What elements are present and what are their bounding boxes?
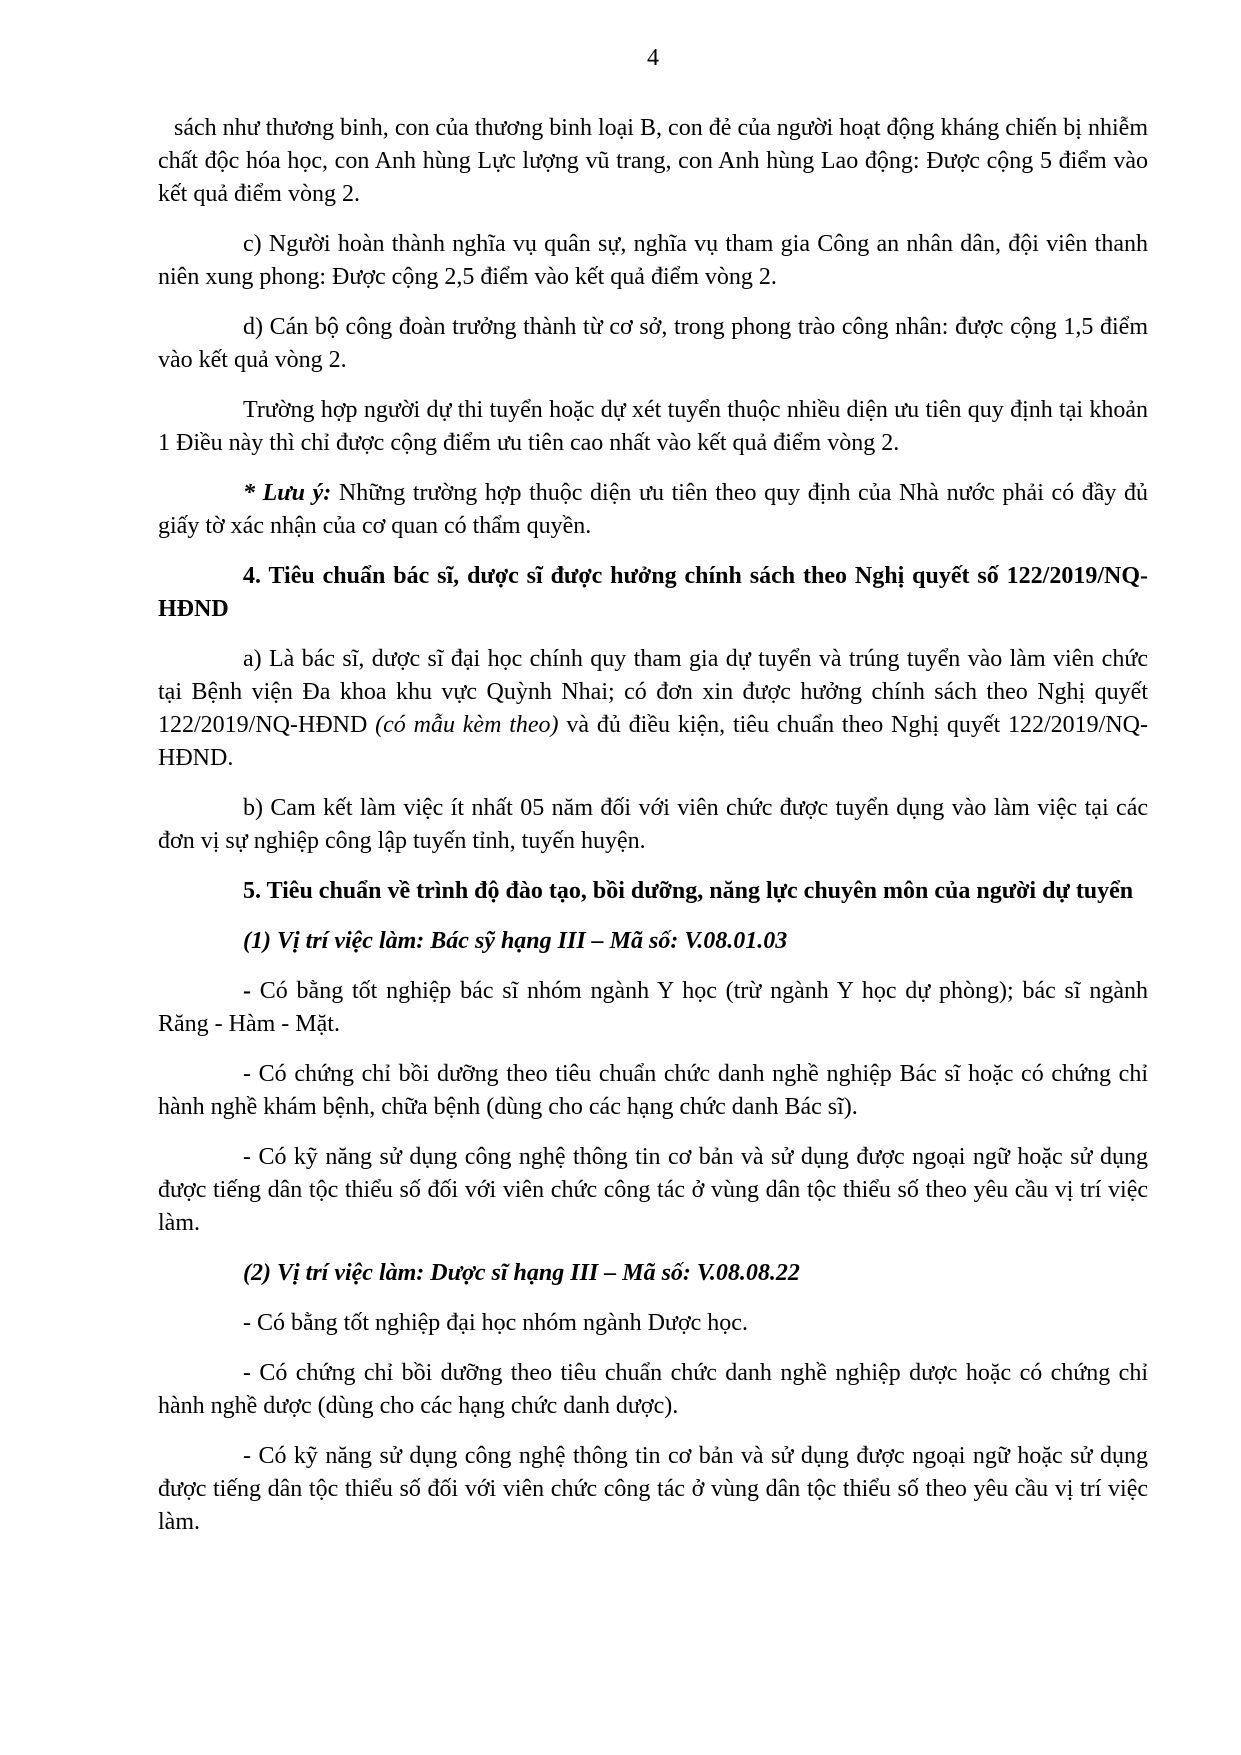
document-body — [158, 112, 1148, 1539]
page-number: 4 — [647, 45, 659, 71]
text-segment: sách như thương binh, con của thương binh loại B, con đẻ của người hoạt động kháng chiến bị nhiễm chất độc hóa học, con Anh hùng Lực lượng vũ trang, con Anh hùng Lao động: Được cộng 5 điểm vào kết quả điểm vòng 2. — [158, 115, 1148, 207]
requirement-pharmacist-degree — [158, 1307, 1148, 1340]
text-segment: - — [243, 978, 260, 1004]
text-segment: - Có kỹ năng sử dụng công nghệ thông tin cơ bản và sử dụng được ngoại ngữ hoặc sử dụng được tiếng dân tộc thiểu số đối với viên chức công tác ở vùng dân tộc thiểu số theo yêu cầu vị trí việc làm. — [158, 1443, 1148, 1535]
paragraph-note — [158, 477, 1148, 543]
text-segment: b) Cam kết làm việc ít nhất 05 năm đối với viên chức được tuyển dụng vào làm việc tại các đơn vị sự nghiệp công lập tuyến tỉnh, tuyến huyện. — [158, 795, 1148, 854]
subheading-position-1 — [158, 925, 1148, 958]
requirement-doctor-it-language — [158, 1141, 1148, 1240]
subheading-position-2 — [158, 1257, 1148, 1290]
paragraph-priority-policy-continuation — [158, 112, 1148, 211]
heading-section-5 — [158, 875, 1148, 908]
text-segment: - Có bằng tốt nghiệp đại học nhóm ngành Dược học. — [243, 1310, 748, 1336]
text-segment: a) Là bác sĩ, dược sĩ đại học chính quy tham gia dự tuyển và trúng tuyển vào làm viên chức tại Bệnh viện Đa khoa khu vực Quỳnh Nhai; có đơn xin được hưởng chính sách theo Nghị quyết 122/2019/NQ-HĐND — [158, 646, 1148, 738]
requirement-pharmacist-it-language — [158, 1440, 1148, 1539]
text-segment: d) Cán bộ công đoàn trưởng thành từ cơ sở, trong phong trào công nhân: được cộng 1,5 điểm vào kết quả vòng 2. — [158, 314, 1148, 373]
text-segment: và đủ điều kiện, tiêu chuẩn theo Nghị quyết 122/2019/NQ-HĐND. — [158, 712, 1149, 771]
text-segment: 5. Tiêu chuẩn về trình độ đào tạo, bồi dưỡng, năng lực chuyên môn của người dự tuyển — [243, 878, 1134, 904]
text-segment: * Lưu ý: — [243, 480, 339, 506]
text-segment: Những trường hợp thuộc diện ưu tiên theo quy định của Nhà nước phải có đầy đủ giấy tờ xác nhận của cơ quan có thẩm quyền. — [158, 480, 1149, 539]
paragraph-item-c — [158, 228, 1148, 294]
text-segment: Có bằng tốt nghiệp bác sĩ nhóm ngành Y học (trừ ngành Y học dự phòng); bác sĩ ngành Răng - Hàm - Mặt. — [158, 978, 1148, 1037]
text-segment: Trường hợp người dự thi tuyển hoặc dự xét tuyển thuộc nhiều diện ưu tiên quy định tại khoản 1 Điều này thì chỉ được cộng điểm ưu tiên cao nhất vào kết quả điểm vòng 2. — [158, 397, 1148, 456]
text-segment: c) Người hoàn thành nghĩa vụ quân sự, nghĩa vụ tham gia Công an nhân dân, đội viên thanh niên xung phong: Được cộng 2,5 điểm vào kết quả điểm vòng 2. — [158, 231, 1148, 290]
text-segment: 4. Tiêu chuẩn bác sĩ, dược sĩ được hưởng chính sách theo Nghị quyết số 122/2019/NQ-HĐND — [158, 563, 1148, 622]
text-segment: - Có chứng chỉ bồi dưỡng theo tiêu chuẩn chức danh nghề nghiệp dược hoặc có chứng chỉ hành nghề dược (dùng cho các hạng chức danh dược). — [158, 1360, 1148, 1419]
text-segment: - Có kỹ năng sử dụng công nghệ thông tin cơ bản và sử dụng được ngoại ngữ hoặc sử dụng được tiếng dân tộc thiểu số đối với viên chức công tác ở vùng dân tộc thiểu số theo yêu cầu vị trí việc làm. — [158, 1144, 1148, 1236]
text-segment: (2) Vị trí việc làm: Dược sĩ hạng III – Mã số: V.08.08.22 — [243, 1260, 800, 1286]
paragraph-item-a — [158, 643, 1148, 775]
paragraph-item-d — [158, 311, 1148, 377]
text-segment: (có mẫu kèm theo) — [375, 712, 559, 738]
requirement-doctor-degree — [158, 975, 1148, 1041]
requirement-doctor-certificate — [158, 1058, 1148, 1124]
paragraph-item-b — [158, 792, 1148, 858]
heading-section-4 — [158, 560, 1148, 626]
text-segment: - Có chứng chỉ bồi dưỡng theo tiêu chuẩn chức danh nghề nghiệp Bác sĩ hoặc có chứng chỉ hành nghề khám bệnh, chữa bệnh (dùng cho các hạng chức danh Bác sĩ). — [158, 1061, 1148, 1120]
requirement-pharmacist-certificate — [158, 1357, 1148, 1423]
paragraph-multiple-priority-rule — [158, 394, 1148, 460]
text-segment: (1) Vị trí việc làm: Bác sỹ hạng III – Mã số: V.08.01.03 — [243, 928, 788, 954]
